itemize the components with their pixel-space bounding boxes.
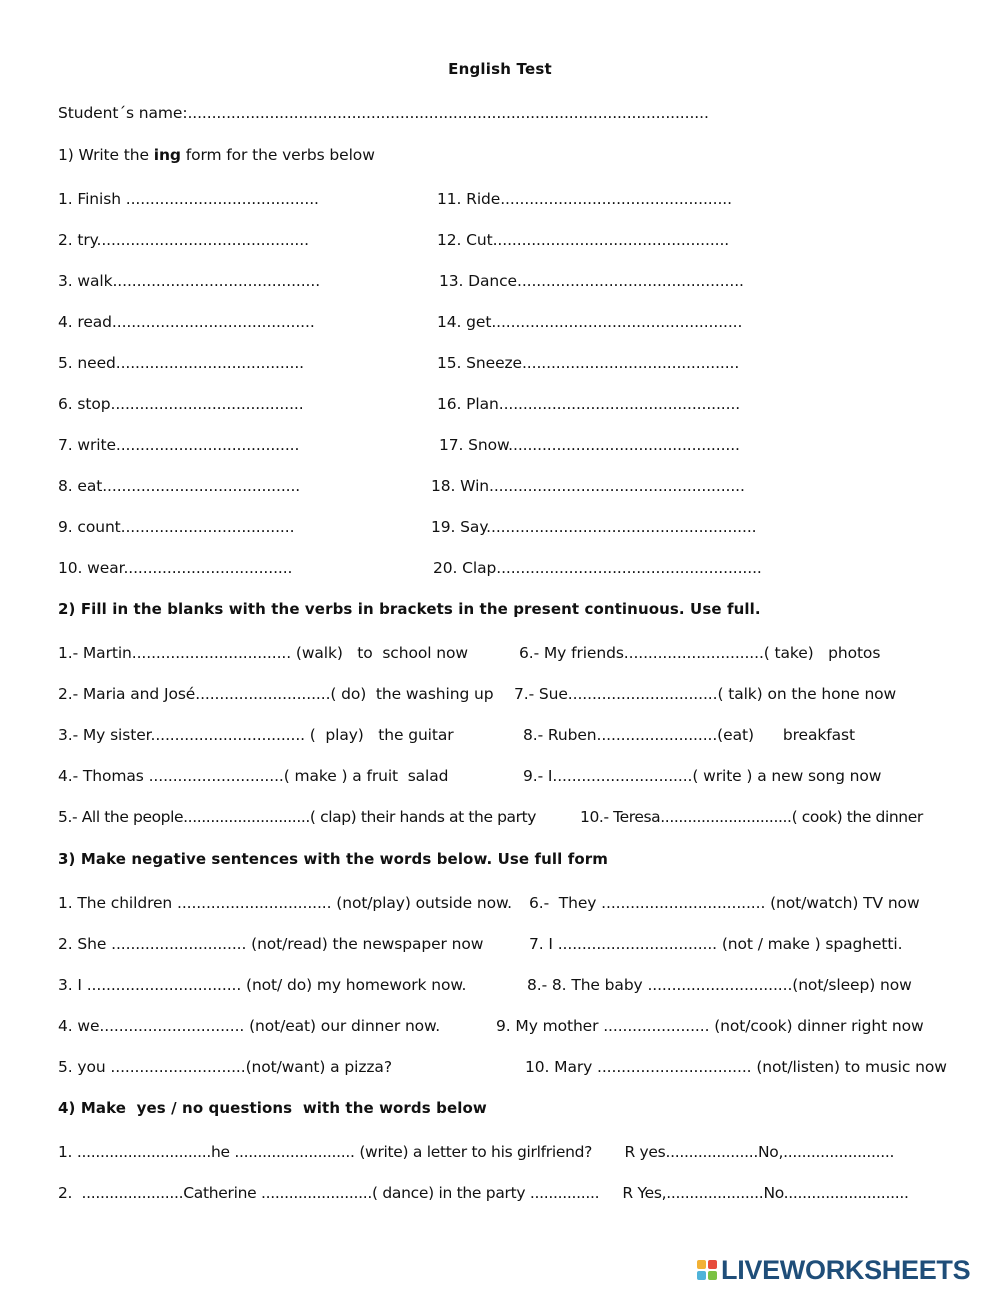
s3-left-item: 2. She ............................ (not/read) the newspaper now (58, 935, 484, 953)
page-title: English Test (448, 60, 552, 78)
student-name-line: Student´s name:............................................................................................................ (58, 104, 709, 122)
s4-question: 1. .............................he .......................... (write) a letter to his girlfriend? R yes....................No,........................ (58, 1143, 895, 1161)
s3-left-item: 1. The children ................................ (not/play) outside now. (58, 894, 512, 912)
s1-right-item: 13. Dance............................................... (439, 272, 744, 290)
s1-right-item: 12. Cut................................................. (437, 231, 730, 249)
s2-left-item: 3.- My sister................................ ( play) the guitar (58, 726, 454, 744)
s2-left-item: 5.- All the people............................( clap) their hands at the party (58, 808, 537, 826)
section1-heading-bold: ing (153, 146, 181, 164)
s1-right-item: 16. Plan.................................................. (437, 395, 741, 413)
section1-heading-suffix: form for the verbs below (180, 146, 375, 164)
s2-right-item: 10.- Teresa.............................( cook) the dinner (580, 808, 923, 826)
s1-right-item: 19. Say........................................................ (431, 518, 757, 536)
s3-right-item: 10. Mary ................................ (not/listen) to music now (525, 1058, 947, 1076)
s2-left-item: 1.- Martin................................. (walk) to school now (58, 644, 468, 662)
s1-left-item: 6. stop........................................ (58, 395, 304, 413)
s2-right-item: 7.- Sue...............................( talk) on the hone now (514, 685, 897, 703)
s1-left-item: 10. wear................................... (58, 559, 293, 577)
s1-right-item: 11. Ride................................................ (437, 190, 732, 208)
section4-heading: 4) Make yes / no questions with the words below (58, 1099, 487, 1117)
s1-left-item: 2. try............................................ (58, 231, 309, 249)
s1-left-item: 7. write...................................... (58, 436, 300, 454)
s1-left-item: 4. read.......................................... (58, 313, 315, 331)
s2-right-item: 8.- Ruben.........................(eat) breakfast (523, 726, 855, 744)
s1-right-item: 18. Win..................................................... (431, 477, 745, 495)
s3-right-item: 9. My mother ...................... (not/cook) dinner right now (496, 1017, 924, 1035)
s3-right-item: 6.- They .................................. (not/watch) TV now (529, 894, 920, 912)
s3-left-item: 4. we.............................. (not/eat) our dinner now. (58, 1017, 441, 1035)
s1-left-item: 1. Finish ........................................ (58, 190, 319, 208)
s1-right-item: 17. Snow................................................ (439, 436, 740, 454)
logo-grid-icon (697, 1260, 717, 1280)
logo-text: LIVEWORKSHEETS (721, 1255, 971, 1285)
s2-right-item: 9.- I.............................( write ) a new song now (523, 767, 882, 785)
s3-right-item: 7. I ................................. (not / make ) spaghetti. (529, 935, 903, 953)
s1-right-item: 20. Clap....................................................... (433, 559, 762, 577)
section3-heading: 3) Make negative sentences with the words below. Use full form (58, 850, 608, 868)
s2-left-item: 4.- Thomas ............................( make ) a fruit salad (58, 767, 449, 785)
section1-heading-prefix: 1) Write the (58, 146, 154, 164)
s1-left-item: 5. need....................................... (58, 354, 305, 372)
section2-heading: 2) Fill in the blanks with the verbs in brackets in the present continuous. Use full. (58, 600, 761, 618)
s4-question: 2. ......................Catherine ........................( dance) in the party ............... R Yes,.....................No........................... (58, 1184, 909, 1202)
s3-left-item: 5. you ............................(not/want) a pizza? (58, 1058, 392, 1076)
s1-left-item: 3. walk........................................... (58, 272, 321, 290)
liveworksheets-logo (697, 1256, 970, 1284)
s1-left-item: 9. count.................................... (58, 518, 295, 536)
s1-left-item: 8. eat......................................... (58, 477, 301, 495)
s2-right-item: 6.- My friends.............................( take) photos (519, 644, 881, 662)
s1-right-item: 15. Sneeze............................................. (437, 354, 740, 372)
s3-right-item: 8.- 8. The baby ..............................(not/sleep) now (527, 976, 912, 994)
s3-left-item: 3. I ................................ (not/ do) my homework now. (58, 976, 467, 994)
s2-left-item: 2.- Maria and José............................( do) the washing up (58, 685, 494, 703)
s1-right-item: 14. get.................................................... (437, 313, 743, 331)
section1-heading (58, 145, 375, 165)
